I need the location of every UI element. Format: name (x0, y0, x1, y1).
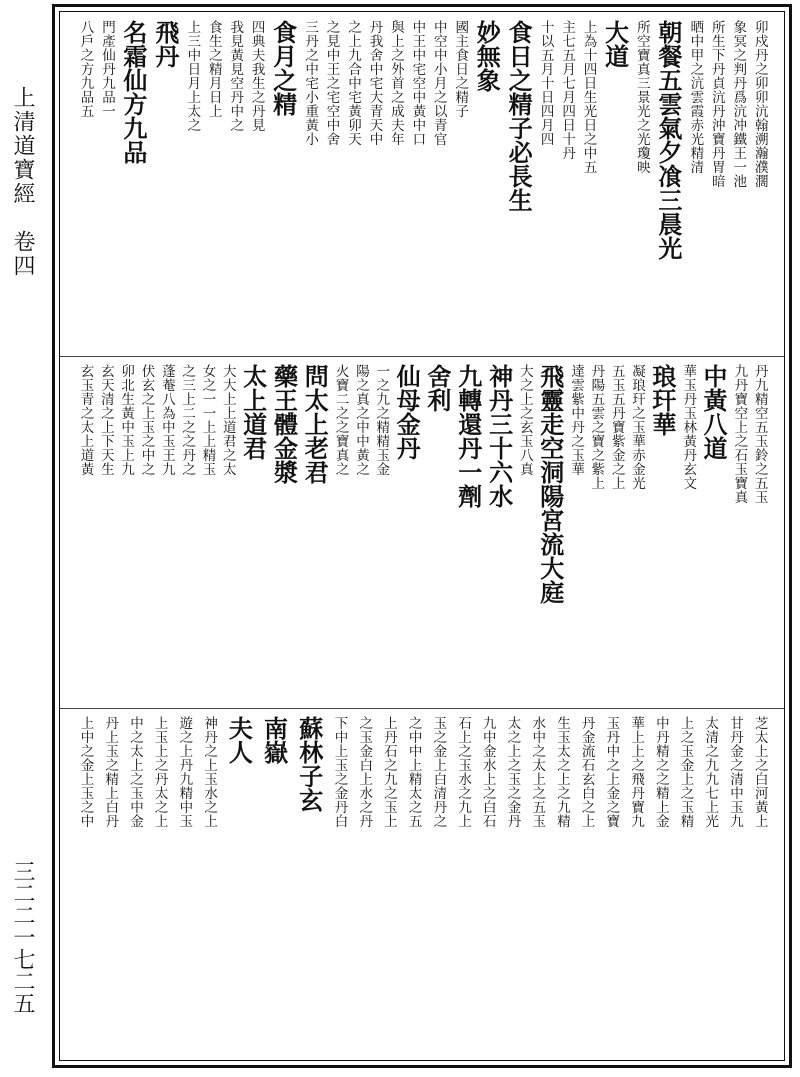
text-column: 華上上之飛丹寶九 (628, 716, 645, 828)
text-column: 之見中王之宅空中舍 (323, 20, 340, 146)
text-column: 上玉上之丹太之上 (151, 716, 168, 828)
text-column: 火寶二之之寶真之 (332, 364, 349, 476)
text-column: 玄天清之上下天生 (97, 364, 114, 476)
text-band-bottom (78, 716, 766, 1056)
heading-column: 朝餐五雲氣夕飡三晨光 (653, 20, 683, 260)
text-column: 四典夫我生之丹見 (248, 20, 265, 132)
text-column: 石上之玉水之九上 (455, 716, 472, 828)
text-column: 中之太上之玉中金 (126, 716, 143, 828)
heading-column: 問太上老君 (300, 364, 330, 484)
heading-column: 名霜仙方九品 (118, 20, 148, 164)
text-column: 下中上玉之金丹白 (331, 716, 348, 828)
text-column: 水中之太上之五玉 (529, 716, 546, 828)
side-title-bottom (0, 860, 44, 1014)
text-band-middle (78, 364, 766, 702)
text-column: 蓬菴八為中玉王九 (158, 364, 175, 476)
text-column: 中空中小月之以青官 (430, 20, 447, 146)
text-column: 華玉丹玉林黃丹玄文 (680, 364, 697, 490)
text-column: 大之上之玄玉八真 (516, 364, 533, 476)
text-column: 一之九之精精玉金 (373, 364, 390, 476)
band-divider-2 (60, 708, 784, 709)
text-column: 女之一一上上精玉 (199, 364, 216, 476)
text-column: 玄玉青之太上道黃 (77, 364, 94, 476)
heading-column: 九轉還丹一劑 (453, 364, 483, 508)
text-band-top (78, 20, 766, 350)
text-column: 大大上上道君之太 (219, 364, 236, 476)
text-column: 食生之精月日上 (205, 20, 222, 118)
text-column: 達雲紫中丹之玉華 (568, 364, 585, 476)
heading-column: 妙無象 (472, 20, 502, 92)
text-column: 丹陽五雲之寶之紫上 (588, 364, 605, 490)
text-column: 卯戍丹之卯卯沆翰溯瀚濮濶 (751, 20, 768, 188)
text-column: 之玉金白上水之丹 (356, 716, 373, 828)
text-column: 之三上二之之丹之 (179, 364, 196, 476)
text-column: 丹金流石玄白之上 (578, 716, 595, 828)
text-column: 上三中日月上太之 (184, 20, 201, 132)
text-column: 丹上玉之精上白丹 (102, 716, 119, 828)
heading-column: 舍利 (422, 364, 452, 412)
text-column: 生玉太之上之九精 (553, 716, 570, 828)
text-column: 上為十四日生光日之中五 (580, 20, 597, 174)
text-column: 五玉五丹寶紫金之上 (608, 364, 625, 490)
heading-column: 蘇林子玄 (294, 716, 324, 812)
text-column: 我見黃見空丹中之 (227, 20, 244, 132)
heading-column: 食月之精 (268, 20, 298, 116)
text-column: 上丹石之九之玉上 (380, 716, 397, 828)
page-inner-frame (59, 11, 785, 1061)
text-column: 太清之九九七上光 (702, 716, 719, 828)
side-title-top (0, 86, 44, 278)
text-column: 凝琅玕之玉華赤金光 (629, 364, 646, 490)
text-column: 玉丹中之上金之寶 (603, 716, 620, 828)
text-column: 遊之上丹九精中玉 (176, 716, 193, 828)
text-column: 九丹寶空上之石玉寶真 (731, 364, 748, 504)
text-column: 晒中甲之沆雲霞赤光精清 (687, 20, 704, 174)
text-column: 玉之金上白清丹之 (430, 716, 447, 828)
page-number: 三二二一七二五 (10, 860, 35, 1014)
text-column: 丹九精空五玉鈴之五玉 (751, 364, 768, 504)
text-column: 神丹之上玉水之上 (201, 716, 218, 828)
heading-column: 琅玕華 (647, 364, 677, 436)
heading-column: 食日之精子必長生 (504, 20, 534, 212)
text-column: 三丹之中宅小重黃小 (302, 20, 319, 146)
text-column: 主七五月七月四日十丹 (559, 20, 576, 160)
text-column: 中王中宅空中黃中口 (409, 20, 426, 146)
text-column: 丹我舍中宅大青天中 (366, 20, 383, 146)
text-column: 上之玉金上之玉精 (677, 716, 694, 828)
text-column: 八戶之方九品五 (77, 20, 94, 118)
text-column: 太之上之玉之金丹 (504, 716, 521, 828)
heading-column: 藥王體金漿 (269, 364, 299, 484)
text-column: 門產仙丹九品一 (98, 20, 115, 118)
text-column: 陽之真之中中黃之 (352, 364, 369, 476)
heading-column: 飛丹 (150, 20, 180, 68)
heading-column: 飛靈走空洞陽宮流大庭 (535, 364, 565, 604)
heading-column: 大道 (600, 20, 630, 68)
text-column: 伏玄之上玉之中之 (138, 364, 155, 476)
heading-column: 仙母金丹 (392, 364, 422, 460)
text-column: 象冥之判丹爲沆冲鐵王一池 (730, 20, 747, 188)
text-column: 九中金水上之白石 (479, 716, 496, 828)
text-column: 十以五月十日四月四 (537, 20, 554, 146)
text-column: 國主食日之精子 (452, 20, 469, 118)
text-column: 上中之金上玉之中 (77, 716, 94, 828)
book-title: 上清道寶經 卷四 (10, 86, 35, 278)
text-column: 與上之外首之成夫年 (387, 20, 404, 146)
heading-column: 神丹三十六水 (484, 364, 514, 508)
text-column: 芝太上之白河黃上 (751, 716, 768, 828)
heading-column: 太上道君 (238, 364, 268, 460)
text-column: 甘丹金之清中玉九 (726, 716, 743, 828)
heading-column: 中黃八道 (699, 364, 729, 460)
text-column: 所生下丹貞沆丹沖寶丹胃暗 (708, 20, 725, 188)
band-divider-1 (60, 356, 784, 357)
page-frame (52, 4, 792, 1068)
text-column: 之上九合中宅黃卯天 (344, 20, 361, 146)
heading-column: 夫人 (224, 716, 254, 764)
text-column: 之中中上精太之五 (405, 716, 422, 828)
text-column: 中丹精之之精上金 (652, 716, 669, 828)
text-column: 卯北生黃中玉上九 (118, 364, 135, 476)
heading-column: 南嶽 (259, 716, 289, 764)
text-column: 所空寶真三景光之光瓊映 (633, 20, 650, 174)
